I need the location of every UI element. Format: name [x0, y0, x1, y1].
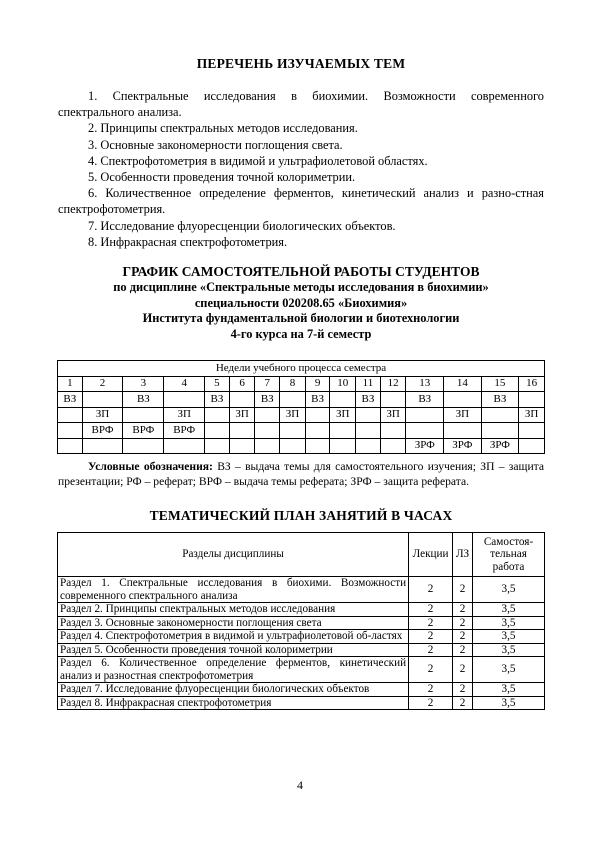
week-number: 5: [205, 376, 230, 392]
plan-row: [58, 577, 545, 603]
plan-section-cell: Раздел 8. Инфракрасная спектрофотометрия: [58, 696, 409, 710]
schedule-row: [58, 423, 545, 439]
schedule-cell: ЗП: [82, 407, 123, 423]
schedule-cell: [123, 407, 164, 423]
plan-hours-cell: 3,5: [473, 683, 545, 697]
schedule-discipline: по дисциплине «Спектральные методы исследования в биохимии»: [113, 280, 489, 294]
plan-section-cell: Раздел 5. Особенности проведения точной колориметрии: [58, 643, 409, 657]
schedule-cell: [280, 392, 306, 408]
schedule-cell: ВЗ: [305, 392, 330, 408]
schedule-cell: [444, 392, 482, 408]
plan-hours-cell: 3,5: [473, 603, 545, 617]
schedule-cell: ВЗ: [481, 392, 519, 408]
plan-hours-cell: 3,5: [473, 696, 545, 710]
schedule-cell: [229, 392, 255, 408]
schedule-cell: [444, 423, 482, 439]
schedule-heading: [58, 263, 544, 342]
topic-item: 8. Инфракрасная спектрофотометрия.: [88, 234, 288, 249]
schedule-cell: [380, 438, 406, 454]
weeks-row: [58, 376, 545, 392]
week-number: 11: [356, 376, 381, 392]
schedule-cell: ЗП: [330, 407, 356, 423]
schedule-cell: ВЗ: [205, 392, 230, 408]
schedule-cell: ВЗ: [356, 392, 381, 408]
topic-item: 1. Спектральные исследования в биохимии. Возможности современного спектрального анализа.: [58, 89, 544, 120]
plan-hours-cell: 2: [453, 577, 473, 603]
schedule-cell: [255, 438, 280, 454]
plan-table: [57, 532, 545, 710]
plan-hours-cell: 2: [453, 603, 473, 617]
schedule-cell: [380, 423, 406, 439]
schedule-cell: [164, 392, 205, 408]
plan-hours-cell: 3,5: [473, 643, 545, 657]
schedule-cell: [330, 392, 356, 408]
plan-hours-cell: 2: [409, 643, 453, 657]
schedule-cell: [330, 438, 356, 454]
plan-col-lz: ЛЗ: [453, 533, 473, 577]
schedule-institute: Института фундаментальной биологии и биотехнологии: [142, 311, 460, 325]
schedule-cell: ВЗ: [58, 392, 83, 408]
schedule-cell: [205, 423, 230, 439]
plan-hours-cell: 2: [453, 696, 473, 710]
plan-hours-cell: 2: [453, 630, 473, 644]
plan-row: [58, 683, 545, 697]
plan-section-cell: Раздел 7. Исследование флуоресценции биологических объектов: [58, 683, 409, 697]
plan-hours-cell: 3,5: [473, 577, 545, 603]
schedule-cell: ВРФ: [123, 423, 164, 439]
schedule-cell: [356, 423, 381, 439]
plan-section-cell: Раздел 6. Количественное определение ферментов, кинетический анализ и разностная спектрофотометрия: [58, 657, 409, 683]
schedule-cell: ЗП: [444, 407, 482, 423]
plan-hours-cell: 2: [409, 577, 453, 603]
schedule-cell: ЗП: [519, 407, 545, 423]
schedule-cell: [519, 423, 545, 439]
schedule-cell: ВЗ: [123, 392, 164, 408]
plan-hours-cell: 3,5: [473, 616, 545, 630]
schedule-cell: ВРФ: [164, 423, 205, 439]
schedule-cell: [58, 407, 83, 423]
week-number: 2: [82, 376, 123, 392]
week-number: 4: [164, 376, 205, 392]
topic-item: 2. Принципы спектральных методов исследования.: [88, 121, 358, 136]
schedule-cell: [380, 392, 406, 408]
week-number: 13: [406, 376, 444, 392]
schedule-cell: [255, 407, 280, 423]
schedule-cell: ЗРФ: [406, 438, 444, 454]
schedule-cell: [356, 438, 381, 454]
plan-row: [58, 603, 545, 617]
schedule-cell: [205, 407, 230, 423]
plan-hours-cell: 2: [409, 603, 453, 617]
plan-section-cell: Раздел 1. Спектральные исследования в биохими. Возможности современного спектрального анализа: [58, 577, 409, 603]
week-number: 7: [255, 376, 280, 392]
schedule-title: ГРАФИК САМОСТОЯТЕЛЬНОЙ РАБОТЫ СТУДЕНТОВ: [122, 264, 480, 279]
schedule-cell: ЗРФ: [444, 438, 482, 454]
schedule-specialty: специальности 020208.65 «Биохимия»: [194, 295, 408, 310]
schedule-cell: [481, 407, 519, 423]
topic-item: 5. Особенности проведения точной колориметрии.: [88, 170, 356, 185]
legend: [58, 459, 544, 489]
legend-label: Условные обозначения:: [88, 460, 213, 473]
week-number: 8: [280, 376, 306, 392]
schedule-cell: [58, 423, 83, 439]
schedule-cell: [356, 407, 381, 423]
plan-body: [58, 577, 545, 710]
schedule-table: [57, 360, 545, 454]
page-number: 4: [297, 778, 303, 792]
topics-heading: ПЕРЕЧЕНЬ ИЗУЧАЕМЫХ ТЕМ: [196, 56, 406, 71]
plan-hours-cell: 2: [409, 630, 453, 644]
schedule-cell: [280, 438, 306, 454]
schedule-cell: [82, 438, 123, 454]
plan-hours-cell: 2: [453, 616, 473, 630]
schedule-table-header: Недели учебного процесса семестра: [58, 361, 545, 377]
schedule-cell: [481, 423, 519, 439]
schedule-cell: [330, 423, 356, 439]
plan-row: [58, 696, 545, 710]
schedule-cell: [305, 438, 330, 454]
plan-row: [58, 643, 545, 657]
schedule-cell: [164, 438, 205, 454]
schedule-cell: [406, 407, 444, 423]
plan-heading: ТЕМАТИЧЕСКИЙ ПЛАН ЗАНЯТИЙ В ЧАСАХ: [149, 508, 453, 523]
schedule-row: [58, 407, 545, 423]
schedule-cell: [280, 423, 306, 439]
schedule-cell: [229, 438, 255, 454]
week-number: 3: [123, 376, 164, 392]
plan-col-sections: Разделы дисциплины: [58, 533, 409, 577]
week-number: 15: [481, 376, 519, 392]
topics-list: [58, 88, 544, 250]
schedule-cell: ЗП: [229, 407, 255, 423]
plan-hours-cell: 2: [409, 616, 453, 630]
week-number: 1: [58, 376, 83, 392]
week-number: 6: [229, 376, 255, 392]
schedule-cell: ЗП: [280, 407, 306, 423]
topic-item: 3. Основные закономерности поглощения света.: [88, 137, 343, 152]
plan-hours-cell: 2: [409, 657, 453, 683]
schedule-cell: ЗРФ: [481, 438, 519, 454]
plan-section-cell: Раздел 2. Принципы спектральных методов исследования: [58, 603, 409, 617]
schedule-cell: ЗП: [164, 407, 205, 423]
schedule-cell: [519, 438, 545, 454]
plan-col-lectures: Лекции: [409, 533, 453, 577]
topic-item: 4. Спектрофотометрия в видимой и ультрафиолетовой областях.: [88, 153, 428, 168]
schedule-cell: ВЗ: [406, 392, 444, 408]
schedule-course: 4-го курса на 7-й семестр: [230, 326, 372, 341]
schedule-cell: ВРФ: [82, 423, 123, 439]
plan-hours-cell: 3,5: [473, 630, 545, 644]
week-number: 9: [305, 376, 330, 392]
plan-hours-cell: 2: [453, 643, 473, 657]
plan-hours-cell: 2: [453, 683, 473, 697]
schedule-cell: [229, 423, 255, 439]
plan-hours-cell: 2: [453, 657, 473, 683]
schedule-cell: [305, 423, 330, 439]
schedule-cell: ЗП: [380, 407, 406, 423]
schedule-cell: [255, 423, 280, 439]
schedule-cell: [519, 392, 545, 408]
plan-section-cell: Раздел 3. Основные закономерности поглощения света: [58, 616, 409, 630]
schedule-cell: [82, 392, 123, 408]
schedule-row: [58, 438, 545, 454]
plan-row: [58, 657, 545, 683]
week-number: 14: [444, 376, 482, 392]
plan-header-row: [58, 533, 545, 577]
plan-col-self-study: Самостоя-тельная работа: [473, 533, 545, 577]
plan-section-cell: Раздел 4. Спектрофотометрия в видимой и ультрафиолетовой об-ластях: [58, 630, 409, 644]
week-number: 12: [380, 376, 406, 392]
plan-row: [58, 630, 545, 644]
plan-hours-cell: 2: [409, 683, 453, 697]
schedule-cell: [123, 438, 164, 454]
plan-hours-cell: 3,5: [473, 657, 545, 683]
plan-hours-cell: 2: [409, 696, 453, 710]
schedule-cell: [58, 438, 83, 454]
week-number: 16: [519, 376, 545, 392]
schedule-cell: [305, 407, 330, 423]
week-number: 10: [330, 376, 356, 392]
schedule-cell: [406, 423, 444, 439]
schedule-row: [58, 392, 545, 408]
plan-row: [58, 616, 545, 630]
legend-text: ВЗ – выдача темы для самостоятельного изучения; ЗП – защита презентации; РФ – реферат; ВРФ – выдача темы реферата; ЗРФ – защита реферата.: [58, 460, 544, 488]
schedule-cell: ВЗ: [255, 392, 280, 408]
schedule-cell: [205, 438, 230, 454]
topic-item: 7. Исследование флуоресценции биологических объектов.: [88, 218, 396, 233]
topic-item: 6. Количественное определение ферментов, кинетический анализ и разно-стная спектрофотометрия.: [58, 186, 544, 217]
